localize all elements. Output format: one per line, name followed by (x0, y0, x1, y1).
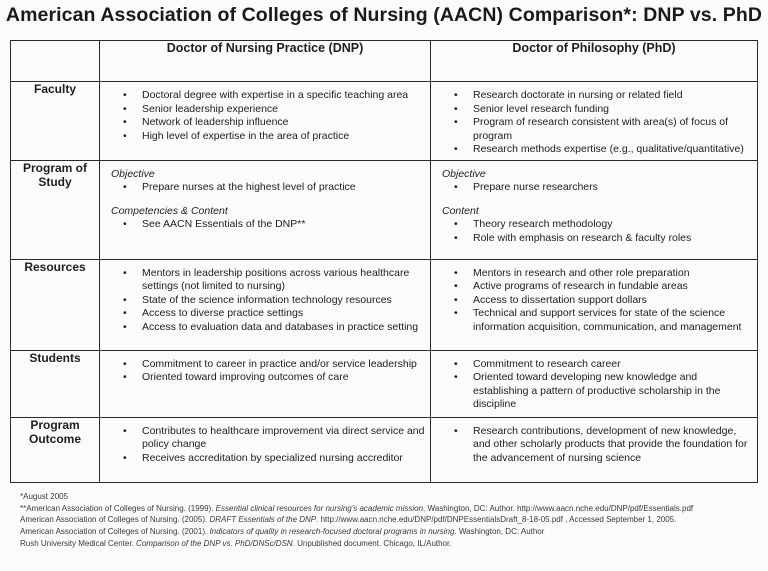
footnote-date: *August 2005 (20, 492, 69, 501)
list-item: • Oriented toward developing new knowledge and establishing a pattern of productive scholarship in the discipline (435, 371, 753, 412)
footnote-reference: Rush University Medical Center. Comparison of the DNP vs. PhD/DNSc/DSN. Unpublished document. Chicago, IL/Author. (20, 538, 452, 548)
list-item: • Network of leadership influence (104, 116, 426, 130)
footnote-reference: American Association of Colleges of Nursing. (2001). Indicators of quality in research-focused doctoral programs in nursing. Washington, DC: Author (20, 527, 545, 537)
list-item: • Technical and support services for state of the science information acquisition, communication, and management (435, 307, 753, 334)
row-label-outcome: Program Outcome (11, 417, 100, 482)
list-item: • Senior leadership experience (104, 103, 426, 117)
row-label-students: Students (11, 350, 100, 417)
list-item: • High level of expertise in the area of practice (104, 130, 426, 144)
comparison-table (10, 40, 758, 483)
list-item: • Access to dissertation support dollars (435, 294, 753, 308)
outcome-dnp-cell (100, 417, 431, 482)
content-label: Content (442, 204, 479, 217)
list-item: • Commitment to career in practice and/or service leadership (104, 358, 426, 372)
row-label-resources: Resources (11, 259, 100, 350)
row-label-faculty: Faculty (11, 82, 100, 161)
outcome-phd-cell (431, 417, 758, 482)
objective-label: Objective (442, 167, 486, 180)
table-row-faculty (11, 82, 758, 161)
students-dnp-cell (100, 350, 431, 417)
program-dnp-cell (100, 160, 431, 259)
objective-label: Objective (111, 167, 155, 180)
faculty-dnp-cell (100, 82, 431, 161)
list-item: • Access to evaluation data and databases in practice setting (104, 321, 426, 335)
footnotes (20, 491, 760, 550)
list-item: • Prepare nurse researchers (435, 181, 753, 195)
table-row-resources (11, 259, 758, 350)
list-item: • Research methods expertise (e.g., qualitative/quantitative) (435, 143, 753, 157)
program-phd-cell (431, 160, 758, 259)
list-item: • Doctoral degree with expertise in a specific teaching area (104, 89, 426, 103)
row-label-program: Program of Study (11, 160, 100, 259)
list-item: • Receives accreditation by specialized nursing accreditor (104, 452, 426, 466)
list-item: • Contributes to healthcare improvement via direct service and policy change (104, 425, 426, 452)
content-label: Competencies & Content (111, 204, 228, 217)
footnote-reference: **American Association of Colleges of Nursing. (1999). Essential clinical resources for nursing's academic mission. Washington, DC: Author. http://www.aacn.nche.edu/DNP/pdf/Essentials.pdf (20, 503, 694, 513)
resources-dnp-cell (100, 259, 431, 350)
list-item: • See AACN Essentials of the DNP** (104, 218, 426, 232)
resources-phd-cell (431, 259, 758, 350)
footnote-reference: American Association of Colleges of Nursing. (2005). DRAFT Essentials of the DNP. http://www.aacn.nche.edu/DNP/pdf/DNPEssentialsDraft_8-18-05.pdf , Accessed September 1, 2005. (20, 515, 677, 525)
list-item: • Active programs of research in fundable areas (435, 280, 753, 294)
faculty-phd-cell (431, 82, 758, 161)
list-item: • Research doctorate in nursing or related field (435, 89, 753, 103)
students-phd-cell (431, 350, 758, 417)
list-item: • Senior level research funding (435, 103, 753, 117)
list-item: • Prepare nurses at the highest level of practice (104, 181, 426, 195)
list-item: • Mentors in research and other role preparation (435, 267, 753, 281)
list-item: • Mentors in leadership positions across various healthcare settings (not limited to nursing) (104, 267, 426, 294)
list-item: • Research contributions, development of new knowledge, and other scholarly products that provide the foundation for the advancement of nursing science (435, 425, 753, 466)
table-row-outcome (11, 417, 758, 482)
list-item: • Role with emphasis on research & faculty roles (435, 232, 753, 246)
list-item: • Program of research consistent with area(s) of focus of program (435, 116, 753, 143)
list-item: • Theory research methodology (435, 218, 753, 232)
list-item: • Commitment to research career (435, 358, 753, 372)
column-header-phd: Doctor of Philosophy (PhD) (431, 41, 758, 82)
column-header-dnp: Doctor of Nursing Practice (DNP) (100, 41, 431, 82)
list-item: • State of the science information technology resources (104, 294, 426, 308)
header-corner-cell (11, 41, 100, 82)
page-title: American Association of Colleges of Nursing (AACN) Comparison*: DNP vs. PhD (5, 4, 763, 26)
table-row-program (11, 160, 758, 259)
table-row-students (11, 350, 758, 417)
list-item: • Access to diverse practice settings (104, 307, 426, 321)
list-item: • Oriented toward improving outcomes of care (104, 371, 426, 385)
table-header-row (11, 41, 758, 82)
